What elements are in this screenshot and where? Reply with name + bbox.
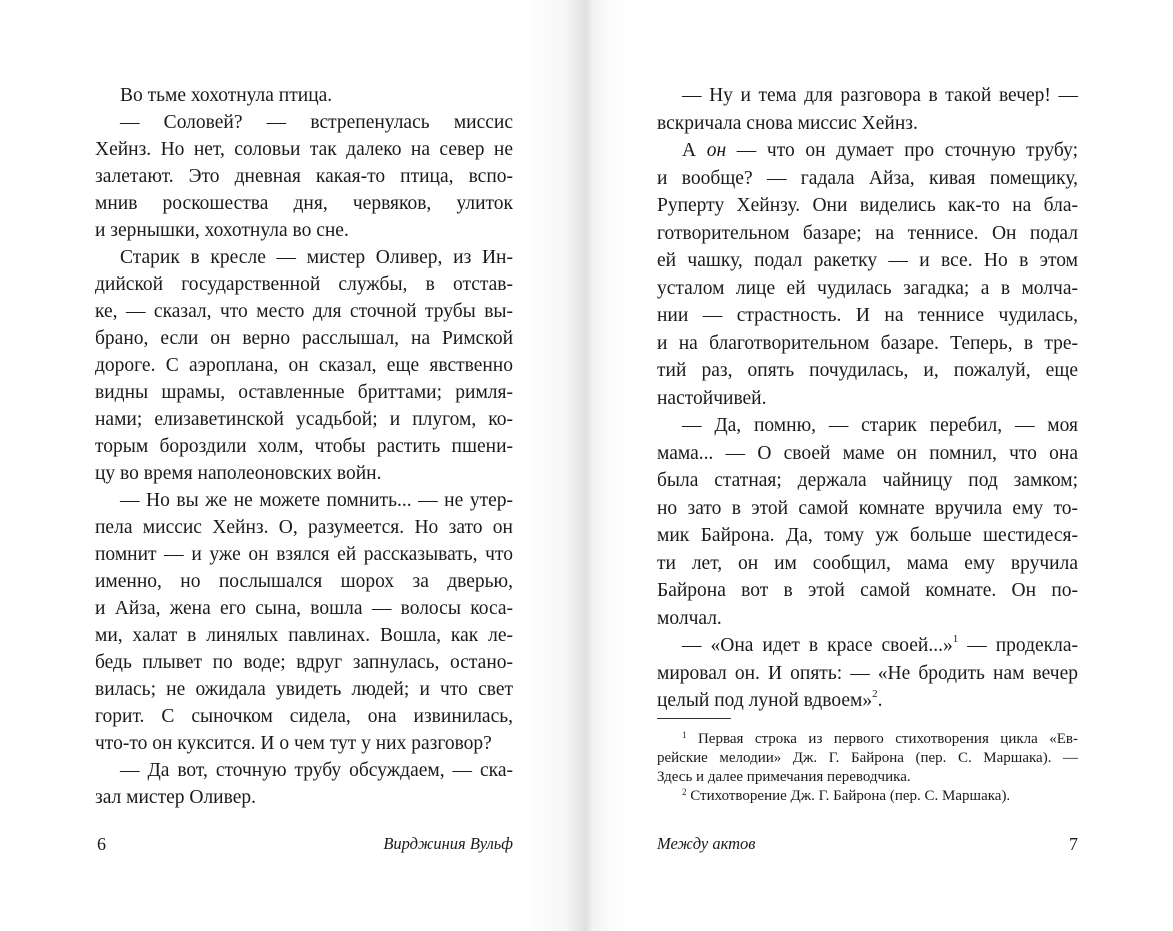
text-line: горит. С сыночком сидела, она извинилась, (95, 706, 513, 727)
text-line: $^1$ Первая строка из первого стихотворения цикла «Ев- (682, 730, 1078, 747)
text-line: и Айза, жена его сына, вошла — волосы коса- (95, 598, 513, 619)
footnotes (657, 730, 1078, 806)
text-line: вилась; не ожидала увидеть людей; и что свет (95, 679, 513, 700)
text-line: вскричала снова миссис Хейнз. (657, 112, 918, 134)
text-line: именно, но послышался шорох за дверью, (95, 571, 513, 592)
text-line: — Соловей? — встрепенулась миссис (120, 112, 513, 133)
text-line: — Но вы же не можете помнить... — не утер- (120, 490, 513, 511)
text-line: торым бороздили холм, чтобы растить пшени- (95, 436, 513, 457)
text-line: Старик в кресле — мистер Оливер, из Ин- (120, 247, 513, 268)
text-line: — Ну и тема для разговора в такой вечер! — (682, 85, 1078, 106)
page-number-right: 7 (1069, 834, 1078, 854)
text-line: мама... — О своей маме он помнил, что она (657, 442, 1078, 464)
paragraph (657, 137, 1078, 412)
text-line: цу во время наполеоновских войн. (95, 463, 382, 484)
paragraph (95, 757, 513, 811)
text-line: пела миссис Хейнз. О, разумеется. Но зато он (95, 517, 513, 538)
text-line: молчал. (657, 607, 722, 629)
text-line: дороге. С аэроплана, он сказал, еще явственно (95, 355, 513, 376)
paragraph (657, 82, 1078, 137)
page-number-left: 6 (97, 834, 106, 854)
book-gutter-shadow (520, 0, 630, 931)
text-line: целый под луной вдвоем»$^2$. (657, 688, 883, 711)
footnote-marker: 1 (682, 730, 687, 740)
footnote (657, 787, 1078, 806)
text-line: зал мистер Оливер. (95, 787, 256, 808)
text-line: бедь плывет по воде; вдруг запнулась, остано- (95, 652, 513, 673)
paragraph (95, 109, 513, 244)
text-line: рейские мелодии» Дж. Г. Байрона (пер. С. Маршака). — (657, 750, 1078, 766)
text-line: $^2$ Стихотворение Дж. Г. Байрона (пер. С. Маршака). (682, 787, 1011, 804)
text-line: и на благотворительном базаре. Теперь, в тре- (657, 332, 1078, 354)
paragraph (657, 632, 1078, 715)
text-line: была статная; держала чайницу под замком; (657, 470, 1078, 491)
text-line: А он — что он думает про сточную трубу; (682, 140, 1078, 161)
text-line: Во тьме хохотнула птица. (120, 85, 333, 106)
text-line: и вообще? — гадала Айза, кивая помещику, (657, 167, 1078, 189)
text-line: Руперту Хейнзу. Они виделись как-то на бла- (657, 195, 1078, 216)
text-line: — «Она идет в красе своей...»$^1$ — продекла- (682, 633, 1078, 656)
footnote-marker: 2 (682, 787, 687, 797)
text-line: — Да вот, сточную трубу обсуждаем, — ска- (120, 760, 513, 781)
text-line: — Да, помню, — старик перебил, — моя (682, 415, 1078, 436)
text-line: ке, — сказал, что место для сточной трубы вы- (95, 301, 513, 322)
running-head-title: Между актов (657, 834, 756, 853)
text-line: Здесь и далее примечания переводчика. (657, 769, 911, 785)
text-line: Хейнз. Но нет, соловьи так далеко на север не (95, 139, 513, 160)
text-line: дийской государственной службы, в отстав- (95, 274, 513, 295)
text-line: и зернышки, хохотнула во сне. (95, 220, 349, 241)
text-line: но зато в этой самой комнате вручила ему то- (657, 497, 1078, 519)
text-line: готворительном базаре; на теннисе. Он подал (657, 222, 1078, 244)
paragraph (95, 487, 513, 757)
left-page-body (95, 82, 513, 811)
text-line: мик Байрона. Да, тому уж больше шестидеся- (657, 525, 1078, 546)
text-line: ми, халат в линялых павлинах. Вошла, как ле- (95, 625, 513, 646)
text-line: видны шрамы, оставленные бриттами; римля- (95, 382, 513, 403)
text-line: помнит — и уже он взялся ей рассказывать, что (95, 544, 513, 565)
footnote-marker: 2 (872, 688, 878, 700)
footnote-marker: 1 (952, 633, 959, 645)
text-line: ей чашку, подал ракетку — и все. Но в этом (657, 250, 1078, 271)
text-line: что-то он куксится. И о чем тут у них разговор? (95, 733, 492, 754)
text-line: усталом лице ей чудилась загадка; а в молча- (657, 277, 1078, 299)
running-head-author: Вирджиния Вульф (383, 834, 513, 853)
text-line: нии — страстность. И на теннисе чудилась, (657, 305, 1078, 326)
footnote (657, 730, 1078, 787)
text-line: ти лет, он им сообщил, мама ему вручила (657, 552, 1078, 574)
paragraph (95, 82, 513, 109)
footnote-rule (657, 718, 731, 719)
text-line: мировал он. И опять: — «Не бродить нам вечер (657, 662, 1078, 684)
text-line: настойчивей. (657, 387, 767, 409)
text-line: тий раз, опять почудилась, и, пожалуй, еще (657, 360, 1078, 381)
text-line: Байрона вот в этой самой комнате. Он по- (657, 580, 1078, 601)
text-line: мнив роскошества дня, червяков, улиток (95, 193, 513, 214)
text-line: залетают. Это дневная какая-то птица, вспо- (95, 166, 513, 187)
right-page-body (657, 82, 1078, 715)
paragraph (657, 412, 1078, 632)
paragraph (95, 244, 513, 487)
text-line: брано, если он верно расслышал, на Римской (95, 328, 513, 349)
text-line: нами; елизаветинской усадьбой; и плугом, ко- (95, 409, 513, 430)
emphasis: он (706, 140, 727, 161)
